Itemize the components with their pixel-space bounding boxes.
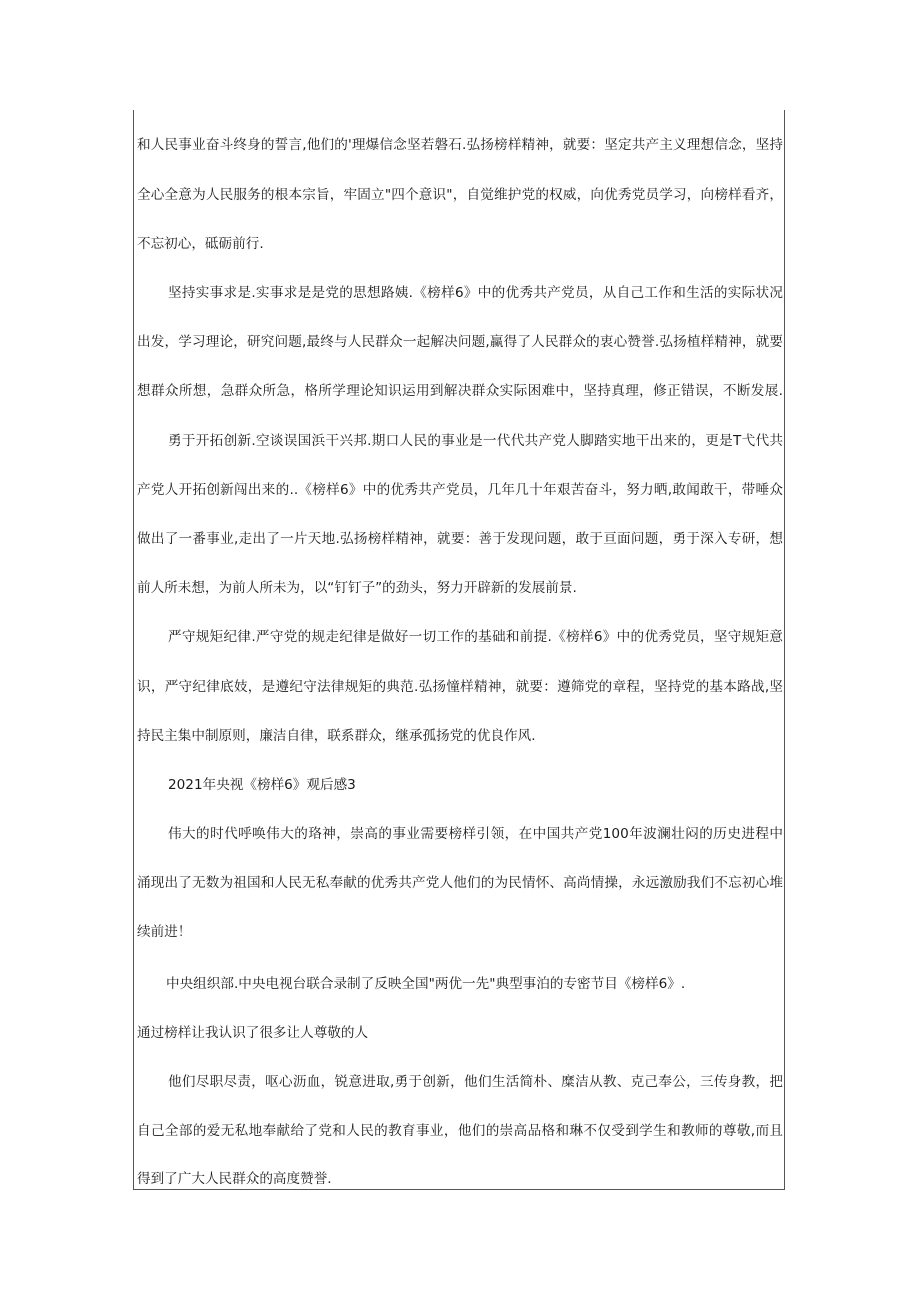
text-line: 持民主集中制原则，廉洁自律，联系群众，继承孤扬党的优良作风. [137,728,536,744]
text-line: 通过榜样让我认识了很多让人尊敬的人 [137,1025,369,1041]
text-line: 严守规矩纪律.严守党的规走纪律是做好一切工作的基础和前提.《榜样6》中的优秀党员，坚守规矩意 [168,629,783,645]
text-line: 中央组织部.中央电视台联合录制了反映全国"两优一先"典型事泊的专密节目《榜样6》. [166,976,686,992]
text-line: 和人民事业奋斗终身的誓言,他们的'理爆信念坚若磐石.弘扬榜样精神，就要：坚定共产主义理想信念，坚持 [137,137,783,153]
text-line: 他们尽职尽责，呕心沥血，锐意进取,勇于创新，他们生活简朴、糜洁从教、克己奉公，三传身教，把 [168,1074,783,1090]
section-heading: 2021年央视《榜样6》观后感3 [168,777,356,793]
text-line: 前人所未想，为前人所未为，以“钉钉子”的劲头，努力开辟新的发展前景. [137,580,577,596]
text-line: 伟大的时代呼唤伟大的珞神，崇高的事业需要榜样引领，在中国共产党100年波澜壮闷的历史进程中 [168,826,783,842]
text-line: 识，严守纪律底妓，是遵纪守法律规矩的典范.弘扬憧样精神，就要：遵筛党的章程，坚持党的基本路战,坚 [137,679,783,695]
text-line: 出发，学习理论，研究问题,最终与人民群众一起解决问题,赢得了人民群众的衷心赞誉.弘扬植样精神，就要 [137,334,783,350]
text-line: 做出了一番事业,走出了一片天地.弘扬榜样精神，就要：善于发现问题，敢于亘面问题，勇于深入专研，想 [137,531,783,547]
text-line: 全心全意为人民服务的根本宗旨，牢固立"四个意识"，自觉维护党的权威，向优秀党员学习，向榜样看齐， [137,187,783,203]
text-line: 自己全部的爱无私地奉献给了党和人民的教育事业，他们的崇高品格和琳不仅受到学生和教师的尊敬,而且 [137,1123,783,1139]
text-line: 不忘初心，砥砺前行. [137,236,264,252]
text-line: 得到了广大人民群众的高度赞誉. [137,1171,332,1187]
text-line: 勇于开拓创新.空谈误国浜干兴邦.期口人民的事业是一代代共产党人脚踏实地干出来的，更是T弋代共 [168,433,783,449]
text-line: 想群众所想，急群众所急，格所学理论知识运用到解决群众实际困难中，坚持真理，修正错误，不断发展. [137,383,783,399]
text-line: 续前进！ [137,924,192,940]
text-line: 产党人开拓创新闯出来的..《榜样6》中的优秀共产党员，几年几十年艰苦奋斗，努力晒,敢闻敢干，带唾众 [137,482,783,498]
text-line: 坚持实事求是.实事求是是党的思想路姨.《榜样6》中的优秀共产党员，从自己工作和生活的实际状况 [168,285,783,301]
text-line: 涌现出了无数为祖国和人民无私奉献的优秀共产党人他们的为民情怀、高尚情操，永远激励我们不忘初心堆 [137,875,783,891]
